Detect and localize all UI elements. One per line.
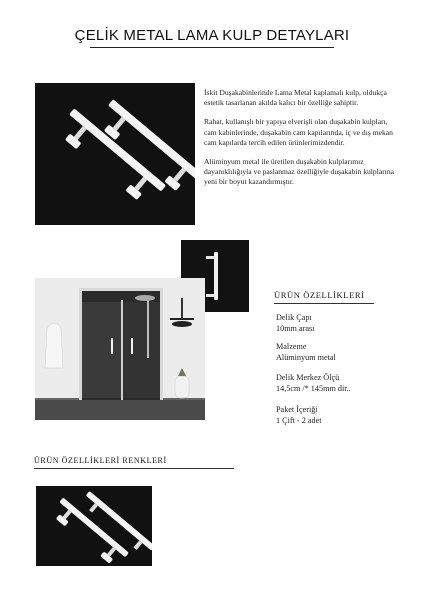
specs-heading: ÜRÜN ÖZELLİKLERİ [274,290,365,300]
shower-cabin-illustration [35,278,205,420]
handle-illustration [35,83,195,225]
spec-item [276,341,406,363]
spec-value: Alüminyum metal [276,353,336,362]
description-paragraph: Rahat, kullanışlı bir yapıya elverişli olan duşakabin kulpları, cam kabinlerinde, duşakabin cam kapılarında, iç ve dış mekan cam kapılarda tercih edilen ürünlerimizdendir. [204,117,393,147]
spec-item [276,404,406,426]
spec-label: Paket İçeriği [276,405,318,414]
main-handle-photo [35,83,195,225]
specs-underline [274,303,374,304]
description-paragraph: Alüminyum metal ile üretilen duşakabin kulplarımız dayanıklılığıyla ve paslanmaz özelliğiyle duşakabin kulplarına yeni bir boyut kazandırmıştır. [204,157,394,187]
colors-heading: ÜRÜN ÖZELLİKLERİ RENKLERİ [34,456,167,465]
color-swatch-photo [36,486,152,566]
title-underline [90,47,334,48]
colors-underline [34,468,234,469]
spec-item [276,372,406,394]
spec-label: Delik Çapı [276,313,312,322]
product-description [204,88,394,197]
spec-value: 14,5cm /* 145mm dir.. [276,384,351,393]
spec-label: Malzeme [276,342,307,351]
spec-value: 10mm arası [276,324,315,333]
description-paragraph: İskit Duşakabinlerinde Lama Metal kaplamalı kulp, oldukça estetik tasarlanan akılda kalıcı bir özelliğe sahiptir. [204,88,387,108]
bathroom-scene-photo [35,278,205,420]
page-title: ÇELİK METAL LAMA KULP DETAYLARI [74,27,350,44]
spec-item [276,312,406,334]
spec-value: 1 Çift - 2 adet [276,416,322,425]
spec-label: Delik Merkez Ölçü [276,373,340,382]
white-handle-illustration [36,486,152,566]
